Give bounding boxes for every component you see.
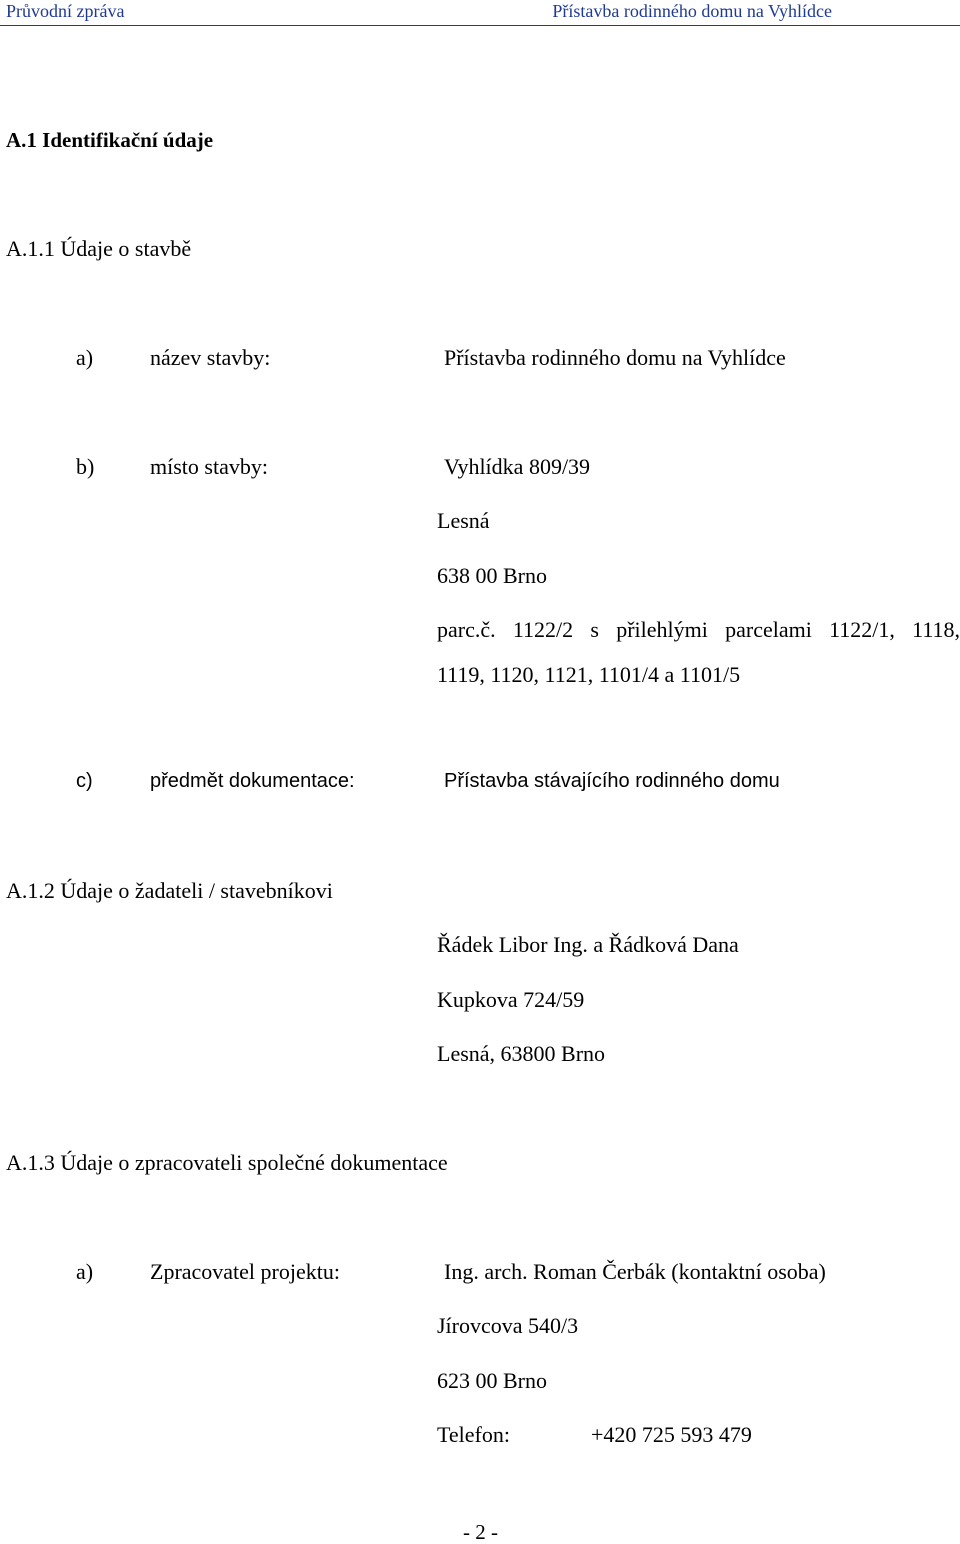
phone-label: Telefon: (437, 1422, 510, 1447)
phone-value: +420 725 593 479 (591, 1422, 752, 1447)
header-divider (0, 25, 960, 26)
subsection-heading-a12: A.1.2 Údaje o žadateli / stavebníkovi (6, 878, 333, 903)
item-c-key: předmět dokumentace: (150, 770, 355, 792)
item-b-line: Vyhlídka 809/39 (444, 454, 591, 479)
page-number: - 2 - (463, 1520, 498, 1544)
designer-value: Ing. arch. Roman Čerbák (kontaktní osoba) (444, 1259, 826, 1284)
section-title: A.1 Identifikační údaje (6, 128, 214, 152)
designer-address-line: Jírovcova 540/3 (437, 1313, 579, 1338)
header-right-title: Přístavba rodinného domu na Vyhlídce (552, 1, 832, 21)
item-a-value: Přístavba rodinného domu na Vyhlídce (444, 345, 786, 370)
subsection-heading-a13: A.1.3 Údaje o zpracovateli společné dokumentace (6, 1150, 448, 1175)
applicant-line: Lesná, 63800 Brno (437, 1041, 606, 1066)
designer-label: a) (76, 1259, 94, 1284)
item-b-line: 1119, 1120, 1121, 1101/4 a 1101/5 (437, 662, 741, 687)
subsection-heading-a11: A.1.1 Údaje o stavbě (6, 236, 192, 261)
item-b-line: 638 00 Brno (437, 563, 547, 588)
header-left-title: Průvodní zpráva (6, 1, 125, 21)
item-b-line: parc.č. 1122/2 s přilehlými parcelami 1122/1, 1118, (437, 617, 960, 642)
item-c-value: Přístavba stávajícího rodinného domu (444, 770, 780, 792)
item-b-line: Lesná (437, 508, 490, 533)
item-b-label: b) (76, 454, 95, 479)
applicant-line: Řádek Libor Ing. a Řádková Dana (437, 932, 739, 957)
applicant-line: Kupkova 724/59 (437, 987, 585, 1012)
item-c-label: c) (76, 770, 93, 792)
item-a-label: a) (76, 345, 94, 370)
item-b-key: místo stavby: (150, 454, 268, 479)
designer-key: Zpracovatel projektu: (150, 1259, 340, 1284)
item-a-key: název stavby: (150, 345, 271, 370)
designer-address-line: 623 00 Brno (437, 1368, 547, 1393)
